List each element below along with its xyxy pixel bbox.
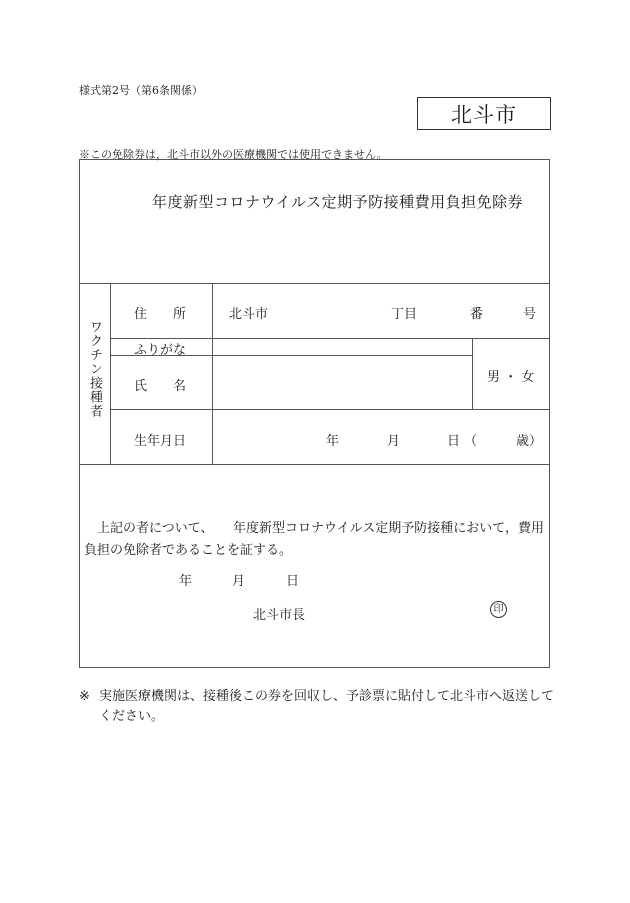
- address-chome: 丁目: [391, 307, 418, 322]
- name-label: 氏 名: [134, 379, 187, 394]
- address-go: 号: [523, 307, 537, 322]
- divider-title-bottom: [79, 283, 550, 284]
- form-number: 様式第2号（第6条関係）: [79, 84, 203, 97]
- issue-day: 日: [286, 574, 300, 589]
- address-label: 住 所: [134, 307, 187, 322]
- return-instructions: [79, 687, 554, 727]
- usage-notice: ※この免除券は，北斗市以外の医療機関では使用できません。: [79, 148, 388, 161]
- address-city: 北斗市: [229, 307, 269, 322]
- divider-name-bottom: [110, 409, 550, 410]
- dob-month: 月: [387, 434, 401, 449]
- divider-recipient-label: [110, 283, 111, 464]
- seal-mark: 印: [490, 601, 507, 618]
- sex-options: 男 ・ 女: [487, 370, 535, 385]
- divider-field-label: [212, 283, 213, 464]
- city-name-box: 北斗市: [417, 97, 551, 130]
- mayor-title: 北斗市長: [253, 608, 306, 623]
- return-instructions-text: 実施医療機関は、接種後この券を回収し、予診票に貼付して北斗市へ返送してください。: [99, 689, 555, 724]
- issue-month: 月: [232, 574, 246, 589]
- dob-day: 日: [447, 434, 461, 449]
- dob-age: （ 歳）: [464, 434, 543, 449]
- voucher-title: 年度新型コロナウイルス定期予防接種費用負担免除券: [152, 193, 524, 211]
- divider-sex-column: [472, 338, 473, 409]
- dob-label: 生年月日: [134, 434, 187, 449]
- voucher-frame: [79, 159, 550, 668]
- note-mark: ※: [79, 689, 90, 704]
- furigana-label: ふりがな: [134, 343, 187, 358]
- dob-year: 年: [326, 434, 340, 449]
- issue-year: 年: [179, 574, 193, 589]
- recipient-label: ワクチン接種者: [87, 320, 102, 418]
- address-banchi: 番: [470, 307, 484, 322]
- divider-dob-bottom: [79, 464, 550, 465]
- certification-text: 上記の者について、 年度新型コロナウイルス定期予防接種において，費用負担の免除者であることを証する。: [84, 521, 544, 558]
